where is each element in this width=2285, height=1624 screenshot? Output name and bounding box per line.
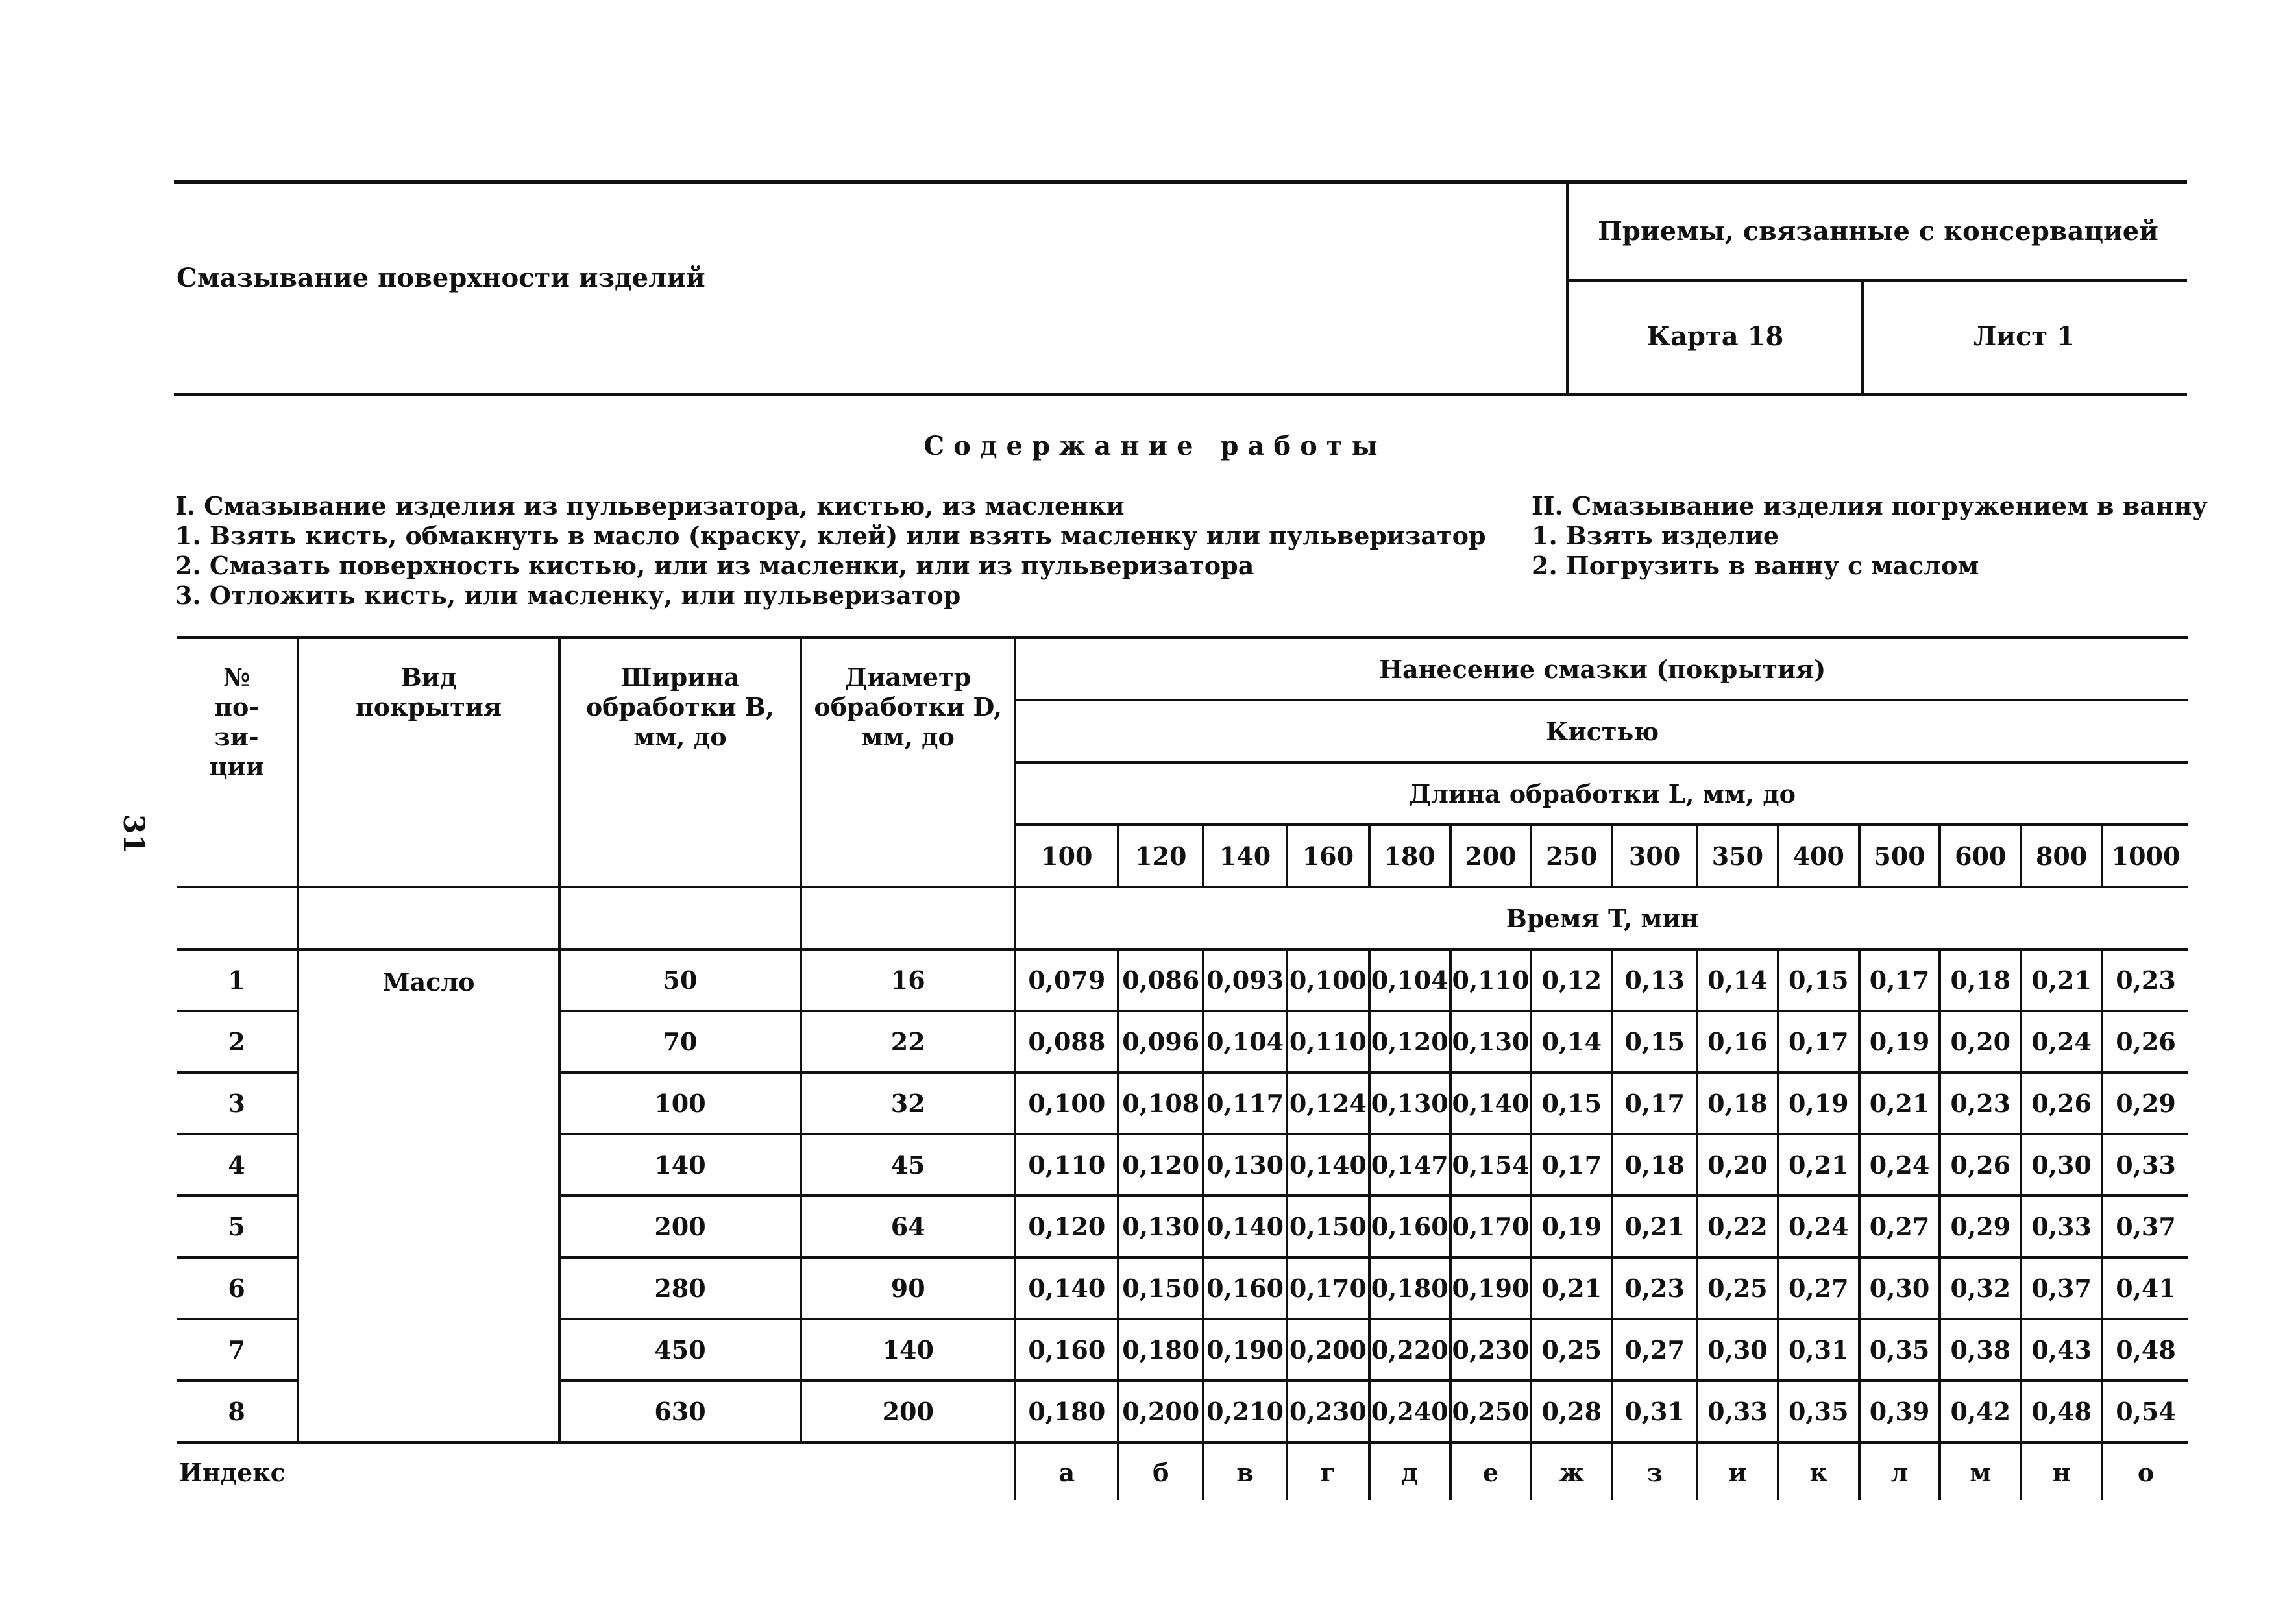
time-value: 0,19: [1778, 1073, 1859, 1134]
time-value: 0,150: [1287, 1196, 1369, 1257]
card-number: Карта 18: [1569, 279, 1864, 393]
time-value: 0,170: [1450, 1196, 1532, 1257]
time-value: 0,120: [1369, 1011, 1450, 1073]
time-value: 0,29: [1940, 1196, 2021, 1257]
time-value: 0,27: [1859, 1196, 1940, 1257]
time-value: 0,26: [2021, 1073, 2102, 1134]
time-value: 0,37: [2021, 1257, 2102, 1319]
time-value: 0,24: [1859, 1134, 1940, 1196]
header-time: Время T, мин: [1015, 887, 2188, 949]
time-value: 0,25: [1697, 1257, 1778, 1319]
diameter-value: 45: [801, 1134, 1015, 1196]
time-value: 0,30: [1697, 1319, 1778, 1381]
index-letter: о: [2102, 1443, 2188, 1501]
time-value: 0,108: [1118, 1073, 1203, 1134]
time-value: 0,154: [1450, 1134, 1532, 1196]
section-1: [175, 491, 1486, 611]
time-value: 0,140: [1287, 1134, 1369, 1196]
time-value: 0,39: [1859, 1381, 1940, 1443]
time-value: 0,21: [1612, 1196, 1697, 1257]
time-value: 0,27: [1612, 1319, 1697, 1381]
time-value: 0,170: [1287, 1257, 1369, 1319]
time-value: 0,190: [1450, 1257, 1532, 1319]
length-value: 400: [1778, 825, 1859, 887]
time-value: 0,33: [1697, 1381, 1778, 1443]
time-value: 0,230: [1287, 1381, 1369, 1443]
time-value: 0,18: [1612, 1134, 1697, 1196]
width-value: 50: [559, 949, 801, 1011]
time-value: 0,180: [1015, 1381, 1118, 1443]
coating-type: Масло: [298, 949, 559, 1443]
time-value: 0,27: [1778, 1257, 1859, 1319]
index-letter: г: [1287, 1443, 1369, 1501]
time-value: 0,140: [1450, 1073, 1532, 1134]
length-value: 140: [1203, 825, 1287, 887]
time-value: 0,30: [1859, 1257, 1940, 1319]
time-value: 0,26: [2102, 1011, 2188, 1073]
index-label: Индекс: [177, 1443, 1015, 1501]
length-value: 120: [1118, 825, 1203, 887]
time-value: 0,14: [1531, 1011, 1612, 1073]
diameter-value: 90: [801, 1257, 1015, 1319]
length-value: 1000: [2102, 825, 2188, 887]
time-value: 0,16: [1697, 1011, 1778, 1073]
time-value: 0,13: [1612, 949, 1697, 1011]
page-number: 31: [117, 814, 151, 854]
position-no: 3: [177, 1073, 298, 1134]
time-value: 0,117: [1203, 1073, 1287, 1134]
time-value: 0,130: [1203, 1134, 1287, 1196]
index-letter: в: [1203, 1443, 1287, 1501]
time-value: 0,31: [1778, 1319, 1859, 1381]
time-value: 0,33: [2021, 1196, 2102, 1257]
time-value: 0,21: [1859, 1073, 1940, 1134]
time-value: 0,140: [1015, 1257, 1118, 1319]
time-value: 0,30: [2021, 1134, 2102, 1196]
time-value: 0,190: [1203, 1319, 1287, 1381]
time-value: 0,26: [1940, 1134, 2021, 1196]
index-letter: л: [1859, 1443, 1940, 1501]
time-value: 0,17: [1531, 1134, 1612, 1196]
index-letter: е: [1450, 1443, 1532, 1501]
time-value: 0,19: [1859, 1011, 1940, 1073]
norms-table: [177, 636, 2188, 1500]
time-value: 0,15: [1612, 1011, 1697, 1073]
time-value: 0,120: [1015, 1196, 1118, 1257]
length-value: 800: [2021, 825, 2102, 887]
length-value: 300: [1612, 825, 1697, 887]
time-value: 0,180: [1118, 1319, 1203, 1381]
time-value: 0,33: [2102, 1134, 2188, 1196]
content-title: Содержание работы: [923, 431, 1387, 461]
time-value: 0,35: [1778, 1381, 1859, 1443]
header-position-no: № по- зи- ции: [177, 638, 298, 888]
time-value: 0,200: [1287, 1319, 1369, 1381]
time-value: 0,240: [1369, 1381, 1450, 1443]
index-letter: н: [2021, 1443, 2102, 1501]
time-value: 0,140: [1203, 1196, 1287, 1257]
time-value: 0,096: [1118, 1011, 1203, 1073]
time-value: 0,093: [1203, 949, 1287, 1011]
width-value: 280: [559, 1257, 801, 1319]
length-value: 500: [1859, 825, 1940, 887]
index-letter: з: [1612, 1443, 1697, 1501]
page-title: Смазывание поверхности изделий: [177, 263, 705, 293]
time-value: 0,24: [1778, 1196, 1859, 1257]
time-value: 0,48: [2021, 1381, 2102, 1443]
time-value: 0,17: [1859, 949, 1940, 1011]
position-no: 5: [177, 1196, 298, 1257]
section-2-step: 2. Погрузить в ванну с маслом: [1532, 551, 1979, 580]
width-value: 450: [559, 1319, 801, 1381]
time-value: 0,110: [1015, 1134, 1118, 1196]
time-value: 0,21: [1778, 1134, 1859, 1196]
section-1-step: 2. Смазать поверхность кистью, или из масленки, или из пульверизатора: [175, 551, 1254, 580]
section-1-step: 3. Отложить кисть, или масленку, или пульверизатор: [175, 581, 961, 610]
time-value: 0,160: [1015, 1319, 1118, 1381]
time-value: 0,18: [1940, 949, 2021, 1011]
position-no: 1: [177, 949, 298, 1011]
section-2: [1532, 491, 2208, 581]
time-value: 0,43: [2021, 1319, 2102, 1381]
sheet-number: Лист 1: [1973, 321, 2075, 352]
diameter-value: 140: [801, 1319, 1015, 1381]
time-value: 0,20: [1697, 1134, 1778, 1196]
time-value: 0,42: [1940, 1381, 2021, 1443]
time-value: 0,41: [2102, 1257, 2188, 1319]
time-value: 0,17: [1612, 1073, 1697, 1134]
time-value: 0,54: [2102, 1381, 2188, 1443]
position-no: 4: [177, 1134, 298, 1196]
time-value: 0,28: [1531, 1381, 1612, 1443]
length-value: 160: [1287, 825, 1369, 887]
time-value: 0,15: [1778, 949, 1859, 1011]
length-value: 600: [1940, 825, 2021, 887]
index-letter: а: [1015, 1443, 1118, 1501]
time-value: 0,180: [1369, 1257, 1450, 1319]
time-value: 0,29: [2102, 1073, 2188, 1134]
time-value: 0,18: [1697, 1073, 1778, 1134]
time-value: 0,21: [1531, 1257, 1612, 1319]
index-letter: б: [1118, 1443, 1203, 1501]
time-value: 0,25: [1531, 1319, 1612, 1381]
time-value: 0,23: [1612, 1257, 1697, 1319]
section-1-heading: I. Смазывание изделия из пульверизатора, кистью, из масленки: [175, 491, 1125, 520]
time-value: 0,35: [1859, 1319, 1940, 1381]
time-value: 0,160: [1369, 1196, 1450, 1257]
position-no: 6: [177, 1257, 298, 1319]
time-value: 0,37: [2102, 1196, 2188, 1257]
header-width: Ширина обработки B, мм, до: [559, 638, 801, 888]
time-value: 0,20: [1940, 1011, 2021, 1073]
width-value: 630: [559, 1381, 801, 1443]
index-letter: м: [1940, 1443, 2021, 1501]
time-value: 0,150: [1118, 1257, 1203, 1319]
time-value: 0,160: [1203, 1257, 1287, 1319]
time-value: 0,38: [1940, 1319, 2021, 1381]
time-value: 0,17: [1778, 1011, 1859, 1073]
time-value: 0,48: [2102, 1319, 2188, 1381]
index-letter: и: [1697, 1443, 1778, 1501]
length-value: 100: [1015, 825, 1118, 887]
time-value: 0,24: [2021, 1011, 2102, 1073]
time-value: 0,088: [1015, 1011, 1118, 1073]
index-letter: ж: [1531, 1443, 1612, 1501]
time-value: 0,19: [1531, 1196, 1612, 1257]
time-value: 0,100: [1015, 1073, 1118, 1134]
position-no: 7: [177, 1319, 298, 1381]
length-value: 350: [1697, 825, 1778, 887]
table-row: [177, 949, 2188, 1011]
time-value: 0,110: [1450, 949, 1532, 1011]
time-value: 0,130: [1369, 1073, 1450, 1134]
section-2-heading: II. Смазывание изделия погружением в ванну: [1532, 491, 2208, 520]
header-method: Кистью: [1015, 700, 2188, 762]
header-block: [174, 180, 2187, 396]
section-1-step: 1. Взять кисть, обмакнуть в масло (краску, клей) или взять масленку или пульверизатор: [175, 521, 1486, 550]
time-value: 0,22: [1697, 1196, 1778, 1257]
index-letter: к: [1778, 1443, 1859, 1501]
time-value: 0,32: [1940, 1257, 2021, 1319]
data-rows: [177, 949, 2188, 1443]
position-no: 8: [177, 1381, 298, 1443]
index-letter: д: [1369, 1443, 1450, 1501]
time-value: 0,31: [1612, 1381, 1697, 1443]
position-no: 2: [177, 1011, 298, 1073]
time-value: 0,14: [1697, 949, 1778, 1011]
time-value: 0,130: [1118, 1196, 1203, 1257]
time-value: 0,100: [1287, 949, 1369, 1011]
time-value: 0,120: [1118, 1134, 1203, 1196]
time-value: 0,250: [1450, 1381, 1532, 1443]
time-value: 0,230: [1450, 1319, 1532, 1381]
time-value: 0,12: [1531, 949, 1612, 1011]
section-2-step: 1. Взять изделие: [1532, 521, 1779, 550]
length-value: 250: [1531, 825, 1612, 887]
time-value: 0,23: [2102, 949, 2188, 1011]
width-value: 100: [559, 1073, 801, 1134]
diameter-value: 64: [801, 1196, 1015, 1257]
length-value: 180: [1369, 825, 1450, 887]
time-value: 0,147: [1369, 1134, 1450, 1196]
time-value: 0,210: [1203, 1381, 1287, 1443]
category-label: Приемы, связанные с консервацией: [1569, 184, 2187, 282]
diameter-value: 16: [801, 949, 1015, 1011]
time-value: 0,079: [1015, 949, 1118, 1011]
header-length: Длина обработки L, мм, до: [1015, 762, 2188, 825]
header-group: Нанесение смазки (покрытия): [1015, 638, 2188, 701]
diameter-value: 200: [801, 1381, 1015, 1443]
length-value: 200: [1450, 825, 1532, 887]
time-value: 0,124: [1287, 1073, 1369, 1134]
time-value: 0,110: [1287, 1011, 1369, 1073]
time-value: 0,086: [1118, 949, 1203, 1011]
header-right: [1566, 184, 2187, 393]
diameter-value: 22: [801, 1011, 1015, 1073]
width-value: 70: [559, 1011, 801, 1073]
diameter-value: 32: [801, 1073, 1015, 1134]
time-value: 0,130: [1450, 1011, 1532, 1073]
width-value: 200: [559, 1196, 801, 1257]
time-value: 0,200: [1118, 1381, 1203, 1443]
header-coating-type: Вид покрытия: [298, 638, 559, 888]
time-value: 0,220: [1369, 1319, 1450, 1381]
time-value: 0,21: [2021, 949, 2102, 1011]
time-value: 0,104: [1369, 949, 1450, 1011]
width-value: 140: [559, 1134, 801, 1196]
time-value: 0,104: [1203, 1011, 1287, 1073]
header-diameter: Диаметр обработки D, мм, до: [801, 638, 1015, 888]
time-value: 0,23: [1940, 1073, 2021, 1134]
time-value: 0,15: [1531, 1073, 1612, 1134]
